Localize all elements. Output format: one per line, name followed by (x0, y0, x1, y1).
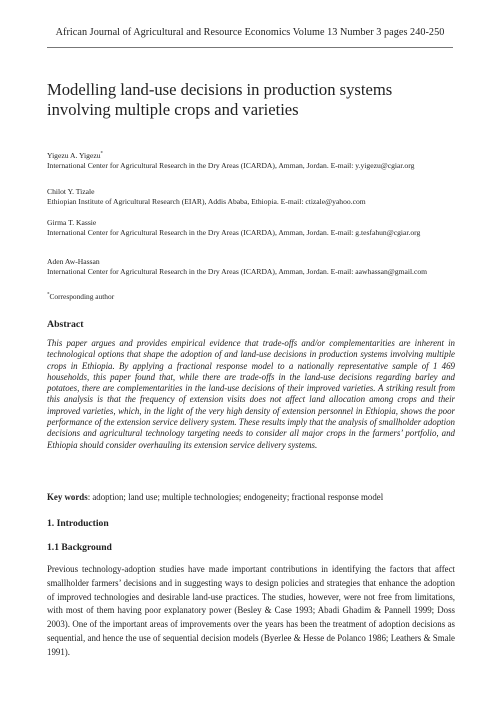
keywords-list: : adoption; land use; multiple technologies; endogeneity; fractional response model (87, 492, 384, 502)
author-affiliation: International Center for Agricultural Research in the Dry Areas (ICARDA), Amman, Jordan. E-mail: g.tesfahun@cgiar.org (47, 227, 421, 237)
author-name: Chilot Y. Tizale (47, 187, 95, 196)
author-affiliation: International Center for Agricultural Research in the Dry Areas (ICARDA), Amman, Jordan. E-mail: y.yigezu@cgiar.org (47, 160, 415, 170)
author-block (47, 151, 455, 171)
abstract-heading: Abstract (47, 319, 84, 330)
section-heading-introduction: 1. Introduction (47, 518, 109, 529)
abstract-text: This paper argues and provides empirical evidence that trade-offs and/or complementarities are inherent in technological options that shape the adoption of and land-use decisions in production systems involving multiple crops in Ethiopia. By applying a fractional response model to a nationally representative sample of 1 469 households, this paper found that, while there are trade-offs in the land-use decisions regarding barley and potatoes, there are complementarities in the land-use decisions of their improved varieties. A striking result from this analysis is that the frequency of extension visits does not affect land allocation among crops and their improved varieties, which, in the light of the very high density of extension personnel in Ethiopia, shows the poor performance of the extension service delivery system. These results imply that the analysis of smallholder adoption decisions and agricultural technology targeting needs to consider all major crops in the farmers’ portfolio, and Ethiopia should consider overhauling its extension service delivery systems. (47, 338, 455, 450)
author-name: Girma T. Kassie (47, 218, 97, 227)
corresponding-author-note: *Corresponding author (47, 292, 115, 301)
corresponding-mark: * (100, 151, 103, 157)
author-block (47, 218, 455, 238)
paper-title: Modelling land-use decisions in production systems involving multiple crops and varieties (47, 80, 393, 119)
subsection-heading-background: 1.1 Background (47, 542, 112, 553)
running-header: African Journal of Agricultural and Resource Economics Volume 13 Number 3 pages 240-250 (55, 27, 445, 38)
background-paragraph: Previous technology-adoption studies have made important contributions in identifying the factors that affect smallholder farmers’ decisions and in suggesting ways to design policies and strategies that enhance the adoption of improved technologies and desirable land-use practices. The studies, however, were not free from limitations, with most of them having poor explanatory power (Besley & Case 1993; Abadi Ghadim & Pannell 1999; Doss 2003). One of the important areas of improvements over the years has been the treatment of adoption decisions as sequential, and hence the use of sequential decision models (Byerlee & Hesse de Polanco 1986; Leathers & Smale 1991). (47, 564, 455, 657)
author-affiliation: International Center for Agricultural Research in the Dry Areas (ICARDA), Amman, Jordan. E-mail: aawhassan@gmail.com (47, 266, 428, 276)
author-name: Yigezu A. Yigezu* (47, 151, 103, 160)
keywords (47, 492, 455, 502)
author-block (47, 187, 455, 207)
keywords-label: Key words (47, 492, 88, 502)
author-affiliation: Ethiopian Institute of Agricultural Research (EIAR), Addis Ababa, Ethiopia. E-mail: ctizale@yahoo.com (47, 196, 366, 206)
header-divider (47, 47, 453, 48)
author-name: Aden Aw-Hassan (47, 257, 100, 266)
author-block (47, 257, 455, 277)
